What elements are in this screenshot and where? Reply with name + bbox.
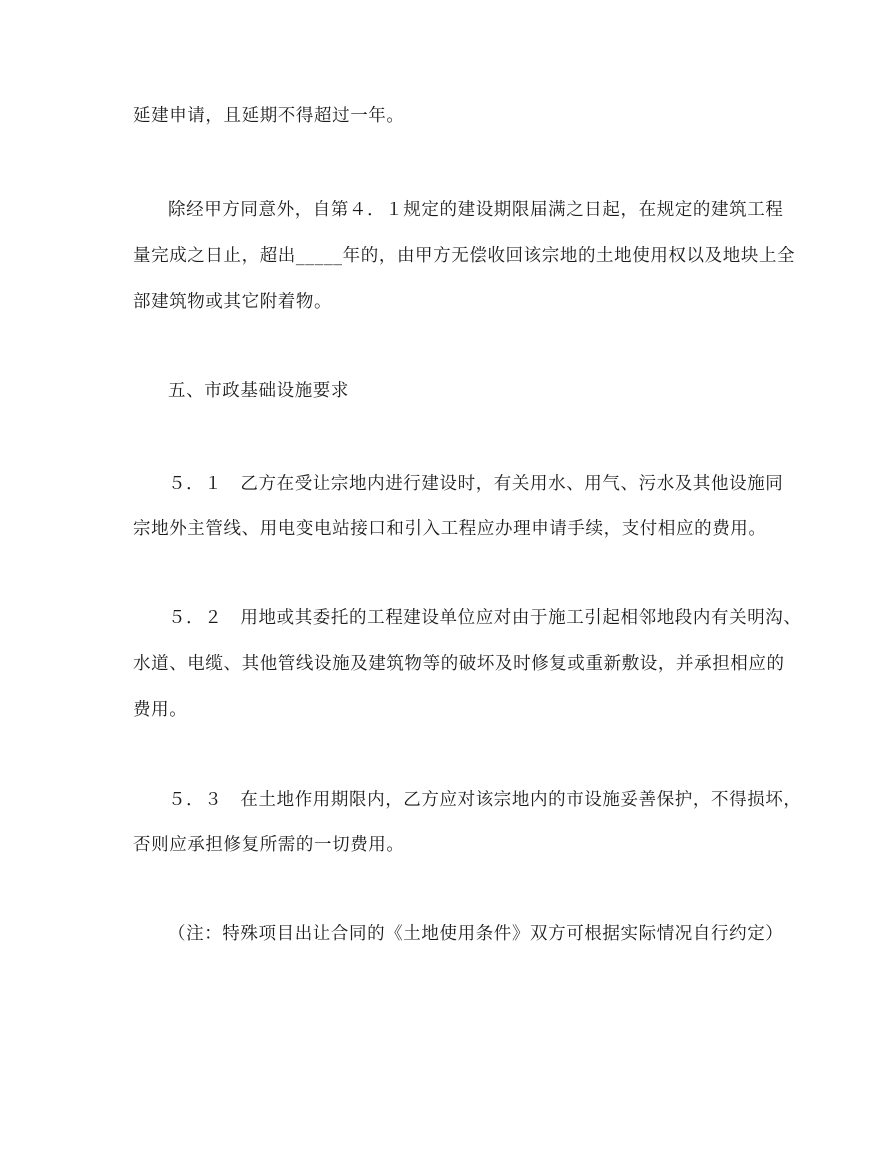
text-line-5-2-second: 水道、电缆、其他管线设施及建筑物等的破坏及时修复或重新敷设，并承担相应的: [133, 654, 785, 674]
text-line-5-2-first: ５．２ 用地或其委托的工程建设单位应对由于施工引起相邻地段内有关明沟、: [168, 608, 802, 628]
text-line-5-3-first: ５．３ 在土地作用期限内，乙方应对该宗地内的市设施妥善保护，不得损坏，: [168, 790, 802, 810]
note-line: （注：特殊项目出让合同的《土地使用条件》双方可根据实际情况自行约定）: [168, 924, 784, 944]
text-line-5-1-second: 宗地外主管线、用电变电站接口和引入工程应办理申请手续，支付相应的费用。: [133, 519, 767, 539]
text-line-clause-intro: 除经甲方同意外，自第４．１规定的建设期限届满之日起，在规定的建筑工程: [168, 200, 784, 220]
section-heading-5: 五、市政基础设施要求: [168, 381, 349, 401]
text-line-5-3-second: 否则应承担修复所需的一切费用。: [133, 835, 405, 855]
text-line-clause-middle: 量完成之日止，超出_____年的，由甲方无偿收回该宗地的土地使用权以及地块上全: [133, 246, 796, 266]
text-line-5-1-first: ５．１ 乙方在受让宗地内进行建设时，有关用水、用气、污水及其他设施同: [168, 474, 784, 494]
text-line-5-2-third: 费用。: [133, 700, 188, 720]
text-line-clause-end: 部建筑物或其它附着物。: [133, 292, 333, 312]
text-line-extension-limit: 延建申请，且延期不得超过一年。: [133, 106, 405, 126]
